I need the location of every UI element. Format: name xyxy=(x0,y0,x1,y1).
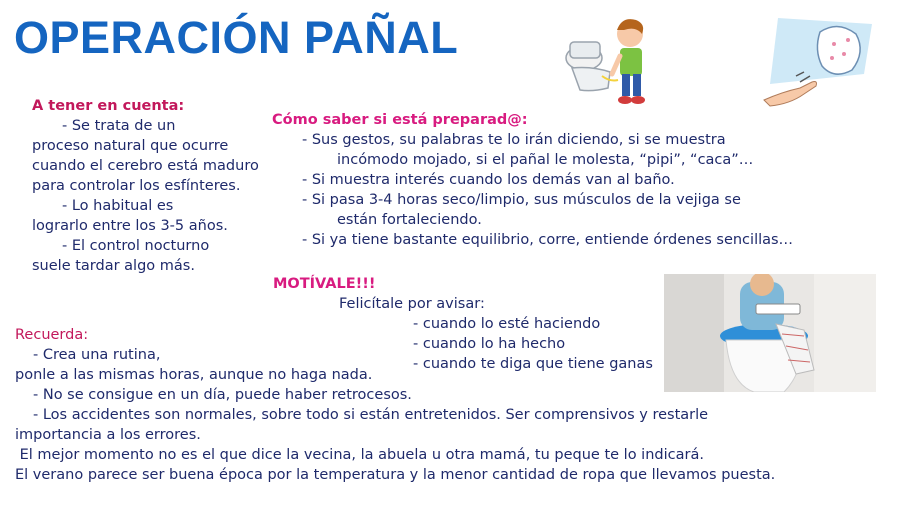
tener-en-cuenta-heading: A tener en cuenta: xyxy=(32,98,185,114)
como-saber-line: - Si muestra interés cuando los demás van al baño. xyxy=(302,172,675,188)
motivale-item: - cuando lo esté haciendo xyxy=(413,316,601,332)
tener-p3-rest: suele tardar algo más. xyxy=(32,258,195,274)
recuerda-line: El verano parece ser buena época por la temperatura y la menor cantidad de ropa que llevamos puesta. xyxy=(15,467,776,483)
tener-p2-first: - Lo habitual es xyxy=(62,198,174,214)
motivale-item: - cuando te diga que tiene ganas xyxy=(413,356,653,372)
recuerda-line: ponle a las mismas horas, aunque no haga nada. xyxy=(15,367,373,383)
tener-p2-rest: lograrlo entre los 3-5 años. xyxy=(32,218,228,234)
page-title: OPERACIÓN PAÑAL xyxy=(14,12,459,63)
recuerda-section xyxy=(15,325,775,485)
recuerda-line: - Crea una rutina, xyxy=(33,347,161,363)
como-saber-line: - Si pasa 3-4 horas seco/limpio, sus músculos de la vejiga se xyxy=(302,192,741,208)
recuerda-line: - Los accidentes son normales, sobre todo si están entretenidos. Ser comprensivos y restarle xyxy=(33,407,709,423)
boy-toilet-illustration xyxy=(562,10,662,114)
tener-p1-first: - Se trata de un xyxy=(62,118,176,134)
tener-en-cuenta-section xyxy=(32,96,264,276)
como-saber-heading: Cómo saber si está preparad@: xyxy=(272,112,528,128)
como-saber-line: - Si ya tiene bastante equilibrio, corre, entiende órdenes sencillas… xyxy=(302,232,794,248)
motivale-heading: MOTÍVALE!!! xyxy=(273,276,376,292)
recuerda-line: - No se consigue en un día, puede haber retrocesos. xyxy=(33,387,412,403)
recuerda-heading: Recuerda: xyxy=(15,327,89,343)
tener-p1-rest: proceso natural que ocurre cuando el cerebro está maduro para controlar los esfínteres. xyxy=(32,138,259,194)
tener-p3-first: - El control nocturno xyxy=(62,238,210,254)
como-saber-line: - Sus gestos, su palabras te lo irán diciendo, si se muestra xyxy=(302,132,726,148)
diaper-hand-illustration xyxy=(760,14,880,110)
motivale-intro: Felicítale por avisar: xyxy=(339,296,485,312)
como-saber-line: están fortaleciendo. xyxy=(337,212,482,228)
recuerda-line: El mejor momento no es el que dice la vecina, la abuela u otra mamá, tu peque te lo indicará. xyxy=(15,447,704,463)
como-saber-section xyxy=(272,110,793,250)
como-saber-line: incómodo mojado, si el pañal le molesta, “pipi”, “caca”… xyxy=(337,152,754,168)
motivale-item: - cuando lo ha hecho xyxy=(413,336,566,352)
recuerda-line: importancia a los errores. xyxy=(15,427,201,443)
